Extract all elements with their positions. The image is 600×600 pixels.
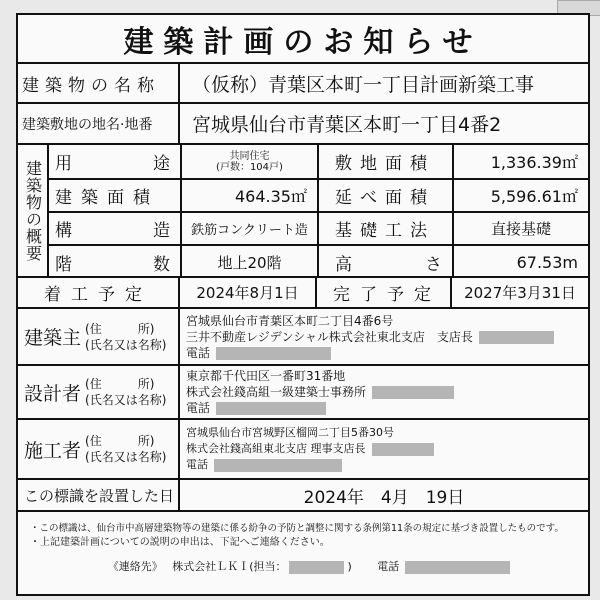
- end-value: 2027年3月31日: [450, 278, 588, 307]
- contact-close: ): [347, 560, 352, 573]
- foundation-label: 基礎工法: [317, 213, 452, 244]
- total-floor-area-value: 5,596.61㎡: [452, 180, 588, 211]
- owner-address: 宮城県仙台市青葉区本町二丁目4番6号: [186, 313, 394, 328]
- owner-row: [18, 309, 588, 366]
- owner-sub-name: (氏名又は名称): [85, 337, 167, 352]
- builder-sub-address: (住 所): [85, 434, 155, 448]
- start-value: 2024年8月1日: [178, 278, 315, 307]
- contact-redacted-person: [289, 561, 344, 574]
- designer-row: [18, 366, 588, 420]
- total-floor-area-label: 延べ面積: [317, 180, 452, 211]
- use-value: [180, 145, 317, 178]
- start-label: 着工予定: [44, 285, 152, 305]
- contact-line: [30, 560, 588, 574]
- owner-value: [178, 309, 588, 364]
- building-area-value: 464.35㎡: [180, 180, 317, 211]
- title-row: [18, 15, 588, 64]
- use-value-line2: (戸数：104戸): [216, 161, 283, 173]
- use-value-line1: 共同住宅: [229, 150, 270, 162]
- designer-sub-name: (氏名又は名称): [85, 393, 167, 407]
- floors-label: 階 数: [55, 254, 170, 275]
- designer-label: 設計者: [24, 382, 82, 405]
- owner-sub-address: (住 所): [85, 321, 155, 336]
- foundation-value: 直接基礎: [452, 213, 588, 244]
- designer-label-cell: [18, 366, 178, 418]
- overview-block: [18, 145, 588, 278]
- overview-row-floors: [49, 246, 588, 278]
- designer-redacted-name: [372, 386, 454, 399]
- builder-row: [18, 420, 588, 480]
- building-name-value: （仮称）青葉区本町一丁目計画新築工事: [178, 64, 588, 102]
- notes-section: [18, 512, 588, 594]
- note-line-1: ・この標識は、仙台市中高層建築物等の建築に係る紛争の予防と調整に関する条例第11条の規定に基づき設置したものです。: [30, 523, 564, 534]
- builder-redacted-name: [372, 443, 434, 456]
- posted-date-row: [18, 480, 588, 512]
- notice-title: 建築計画のお知らせ: [123, 24, 483, 60]
- building-name-label: 建築物の名称: [22, 75, 160, 96]
- posted-date-value: 2024年 4月 19日: [178, 480, 588, 510]
- construction-notice-board: [16, 13, 590, 596]
- owner-redacted-name: [479, 331, 554, 344]
- owner-label-cell: [18, 309, 178, 364]
- height-value: 67.53m: [452, 246, 588, 278]
- designer-redacted-phone: [216, 402, 326, 415]
- builder-phone-label: 電話: [186, 458, 208, 471]
- owner-phone-label: 電話: [186, 345, 211, 360]
- posted-date-label: この標識を設置した日: [24, 486, 175, 505]
- site-area-label: 敷地面積: [317, 145, 452, 178]
- builder-name: 株式会社錢高組東北支店 理事支店長: [186, 442, 366, 455]
- note-line-2: ・上記建築計画についての説明の申出は、下記へご連絡ください。: [30, 537, 330, 548]
- structure-value: 鉄筋コンクリート造: [180, 213, 317, 244]
- floors-value: 地上20階: [180, 246, 317, 278]
- contact-label: 《連絡先》: [107, 560, 163, 573]
- owner-name: 三井不動産レジデンシャル株式会社東北支店 支店長: [186, 329, 473, 344]
- site-area-value: 1,336.39㎡: [452, 145, 588, 178]
- height-label: 高 さ: [317, 246, 452, 278]
- overview-group-label: [18, 145, 47, 276]
- builder-label-cell: [18, 420, 178, 478]
- builder-address: 宮城県仙台市宮城野区榴岡二丁目5番30号: [186, 426, 394, 439]
- site-address-label: 建築敷地の地名·地番: [22, 116, 153, 133]
- overview-group-text: 建築物の概要: [23, 159, 43, 262]
- owner-redacted-phone: [216, 347, 331, 360]
- designer-address: 東京都千代田区一番町31番地: [186, 369, 346, 383]
- overview-row-use: [49, 145, 588, 180]
- structure-label: 構 造: [55, 221, 170, 241]
- site-address-value: 宮城県仙台市青葉区本町一丁目4番2: [178, 104, 588, 143]
- designer-value: [178, 366, 588, 418]
- contact-phone-label: 電話: [377, 560, 400, 573]
- contact-company: 株式会社ＬＫＩ(担当：: [172, 560, 287, 573]
- overview-row-building-area: [49, 180, 588, 213]
- end-label: 完了予定: [315, 278, 450, 307]
- designer-name: 株式会社錢高組一級建築士事務所: [186, 385, 367, 399]
- designer-sub-address: (住 所): [85, 377, 155, 391]
- builder-redacted-phone: [214, 459, 342, 472]
- building-area-label: 建築面積: [55, 188, 159, 208]
- site-address-row: [18, 104, 588, 145]
- builder-label: 施工者: [24, 439, 82, 462]
- use-label: 用 途: [55, 154, 170, 174]
- builder-sub-name: (氏名又は名称): [85, 450, 167, 464]
- schedule-row: [18, 278, 588, 309]
- builder-value: [178, 420, 588, 478]
- building-name-row: [18, 64, 588, 104]
- designer-phone-label: 電話: [186, 401, 211, 415]
- owner-label: 建築主: [24, 327, 82, 349]
- contact-redacted-phone: [405, 561, 510, 574]
- overview-row-structure: [49, 213, 588, 246]
